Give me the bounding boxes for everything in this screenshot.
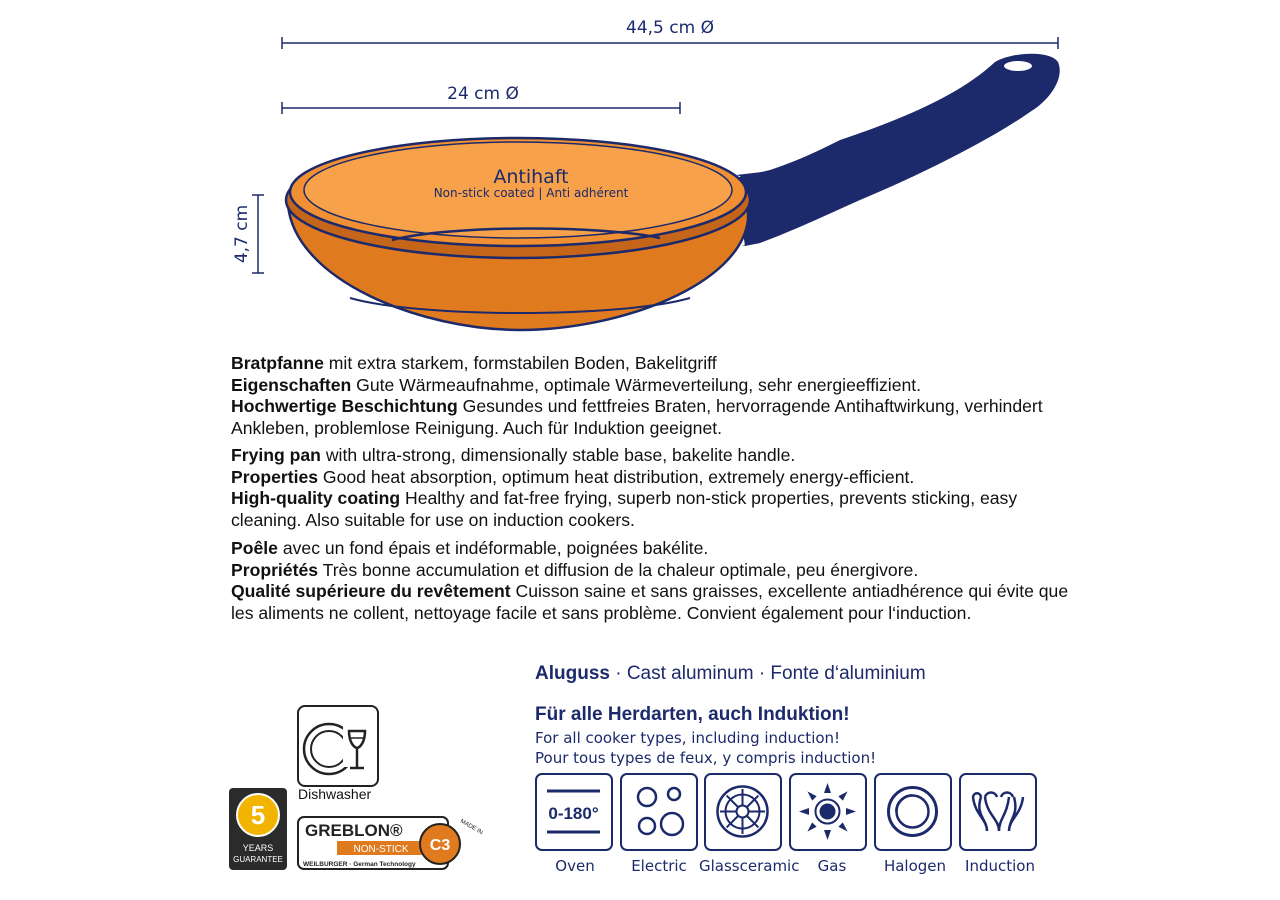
- pan-diameter-label: 24 cm Ø: [447, 84, 519, 104]
- description-french: [231, 538, 1071, 624]
- greblon-footer: WEILBURGER · German Technology: [303, 861, 416, 868]
- description-english: [231, 445, 1071, 531]
- pan-label-title: Antihaft: [493, 166, 569, 188]
- pan-body: [286, 138, 771, 330]
- greblon-side-text: MADE IN: [459, 818, 484, 837]
- gas-label: Gas: [817, 857, 847, 875]
- greblon-grade: C3: [429, 837, 451, 854]
- description-line: [231, 396, 1071, 439]
- description-line: [231, 375, 1071, 397]
- description-text: Good heat absorption, optimum heat distribution, extremely energy-efficient.: [318, 466, 915, 487]
- description-text: Gute Wärmeaufnahme, optimale Wärmeverteilung, sehr energieeffizient.: [351, 374, 922, 395]
- glassceramic-label: Glassceramic: [699, 857, 800, 875]
- description-line: [231, 581, 1071, 624]
- description-text: mit extra starkem, formstabilen Boden, Bakelitgriff: [323, 353, 717, 373]
- description-term: Propriétés: [231, 559, 319, 580]
- height-dimension: [232, 195, 264, 273]
- description-line: [231, 538, 1071, 560]
- description-term: Qualité supérieure du revêtement: [231, 581, 511, 601]
- oven-icon: [535, 773, 613, 851]
- oven-label: Oven: [555, 857, 595, 875]
- description-text: Healthy and fat-free frying, superb non-stick properties, prevents sticking, easy cleaning. Also suitable for use on induction cookers.: [231, 488, 1018, 530]
- description-term: Hochwertige Beschichtung: [231, 396, 458, 416]
- induction-hob-icon: [959, 773, 1037, 851]
- description-text: avec un fond épais et indéformable, poignées bakélite.: [277, 538, 709, 558]
- total-width-dimension: [282, 18, 1058, 49]
- gas-hob-icon: [789, 773, 867, 851]
- description-term: Eigenschaften: [231, 374, 352, 395]
- description-term: Properties: [231, 466, 319, 487]
- description-term: Frying pan: [231, 445, 321, 465]
- greblon-brand: GREBLON®: [305, 821, 403, 840]
- description-text: Cuisson saine et sans graisses, excellente antiadhérence qui évite que les aliments ne collent, nettoyage facile et sans problème. Convient également pour l‘induction.: [231, 581, 1069, 623]
- oven-temperature: 0-180°: [548, 804, 599, 823]
- dishwasher-label: Dishwasher: [298, 786, 372, 802]
- description-line: [231, 560, 1071, 582]
- description-term: High-quality coating: [231, 488, 401, 508]
- description-term: Poêle: [231, 538, 278, 558]
- description-text: Très bonne accumulation et diffusion de la chaleur optimale, peu énergivore.: [318, 559, 919, 580]
- description-line: [231, 445, 1071, 467]
- electric-hob-icon: [620, 773, 698, 851]
- material-translations: · Cast aluminum · Fonte d‘aluminium: [609, 663, 926, 684]
- description-term: Bratpfanne: [231, 353, 324, 373]
- dishwasher-icon: [297, 705, 379, 787]
- height-label: 4,7 cm: [232, 204, 252, 264]
- description-line: [231, 353, 1071, 375]
- pan-diameter-dimension: [282, 84, 680, 114]
- halogen-label: Halogen: [883, 857, 947, 875]
- greblon-logo: [297, 814, 484, 874]
- cooker-subheading-en: For all cooker types, including induction!: [535, 729, 841, 747]
- greblon-nonstick: NON-STICK: [353, 844, 409, 855]
- glassceramic-hob-icon: [704, 773, 782, 851]
- pan-label-subtitle: Non-stick coated | Anti adhérent: [433, 186, 629, 200]
- description-text: with ultra-strong, dimensionally stable base, bakelite handle.: [320, 445, 796, 465]
- guarantee-years: YEARS: [242, 843, 274, 853]
- pan-diagram: [0, 0, 1280, 345]
- description-line: [231, 467, 1071, 489]
- pan-handle: [735, 54, 1060, 246]
- induction-label: Induction: [965, 857, 1035, 875]
- description-german: [231, 353, 1071, 439]
- material-line: [535, 663, 926, 685]
- cooker-subheading-fr: Pour tous types de feux, y compris induction!: [535, 749, 877, 767]
- cooker-heading: Für alle Herdarten, auch Induktion!: [535, 704, 850, 725]
- halogen-hob-icon: [874, 773, 952, 851]
- description-text: Gesundes und fettfreies Braten, hervorragende Antihaftwirkung, verhindert Ankleben, problemlose Reinigung. Auch für Induktion geeignet.: [231, 396, 1043, 438]
- guarantee-number: 5: [250, 800, 266, 830]
- electric-label: Electric: [631, 857, 687, 875]
- total-width-label: 44,5 cm Ø: [626, 18, 714, 38]
- guarantee-word: GUARANTEE: [233, 855, 283, 864]
- description-line: [231, 488, 1071, 531]
- guarantee-badge: [228, 787, 288, 871]
- material-name: Aluguss: [535, 663, 610, 684]
